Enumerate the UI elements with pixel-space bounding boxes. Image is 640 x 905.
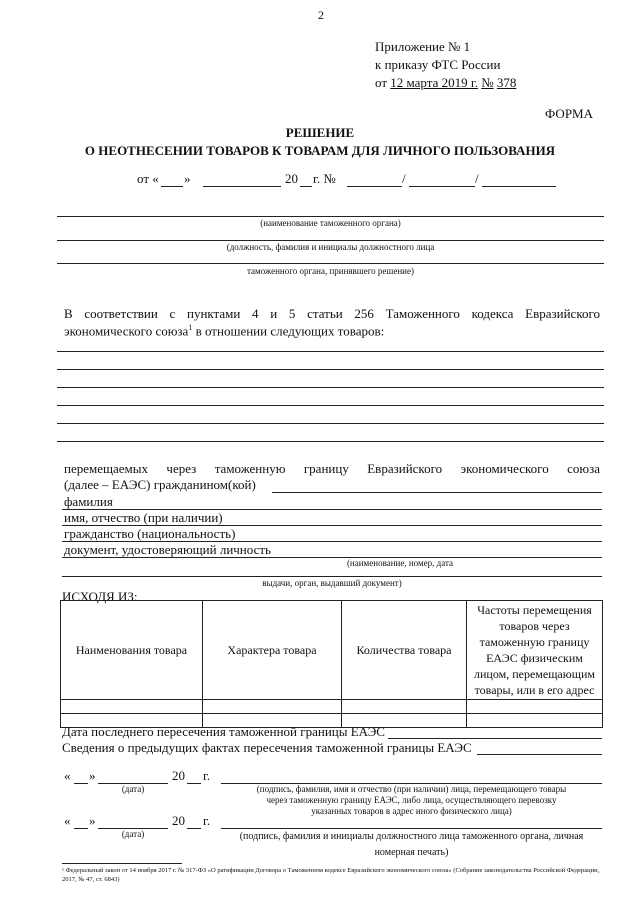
- official-year: 20: [172, 813, 185, 828]
- person-date-caption: (дата): [121, 784, 145, 794]
- official-caption-2: номерная печать): [374, 847, 449, 858]
- person-year: 20: [172, 768, 185, 783]
- previous-facts-label: Сведения о предыдущих фактах пересечения таможенной границы ЕАЭС: [62, 740, 472, 755]
- official-caption-1: (подпись, фамилия и инициалы должностного лица таможенного органа, личная: [239, 831, 584, 842]
- footnote-ref: 1: [188, 323, 193, 332]
- based-on-label: ИСХОДЯ ИЗ:: [62, 589, 138, 604]
- moved-line-2: (далее – ЕАЭС) гражданином(кой): [64, 477, 256, 492]
- table-cell[interactable]: [342, 700, 467, 714]
- date-year-suffix: г. №: [313, 171, 336, 186]
- official-year-field[interactable]: [187, 828, 201, 829]
- number-part3-field[interactable]: [482, 186, 556, 187]
- last-crossing-label: Дата последнего пересечения таможенной границы ЕАЭС: [62, 724, 385, 739]
- official-caption-2: таможенного органа, принявшего решение): [247, 266, 414, 276]
- title-subject: О НЕОТНЕСЕНИИ ТОВАРОВ К ТОВАРАМ ДЛЯ ЛИЧНОГО ПОЛЬЗОВАНИЯ: [84, 143, 556, 158]
- person-year-suffix: г.: [203, 768, 211, 783]
- appendix-line1: Приложение № 1: [375, 39, 471, 54]
- document-caption-1: (наименование, номер, дата: [346, 558, 454, 568]
- appendix-date: 12 марта 2019 г.: [390, 75, 478, 90]
- appendix-line3: [375, 74, 516, 92]
- citizen-field[interactable]: [272, 492, 602, 493]
- appendix-block: [375, 38, 516, 92]
- goods-line-4[interactable]: [57, 405, 604, 406]
- date-day-field[interactable]: [161, 186, 183, 187]
- goods-line-1[interactable]: [57, 351, 604, 352]
- intro-line-2: [64, 323, 384, 339]
- slash-2: /: [475, 171, 479, 186]
- official-caption-1: (должность, фамилия и инициалы должностного лица: [226, 242, 435, 252]
- date-year: 20: [285, 171, 298, 186]
- person-year-field[interactable]: [187, 783, 201, 784]
- person-caption-3: указанных товаров в адрес иного физического лица): [311, 806, 512, 816]
- table-header-row: [61, 601, 603, 700]
- document-caption-2: выдачи, орган, выдавший документ): [262, 578, 402, 588]
- table-cell[interactable]: [203, 700, 342, 714]
- number-part2-field[interactable]: [409, 186, 475, 187]
- official-date-close: »: [89, 813, 96, 828]
- appendix-number: 378: [496, 75, 517, 90]
- intro-eaeu: экономического союза: [64, 323, 189, 339]
- date-close-quote: »: [184, 171, 191, 186]
- appendix-line2: к приказу ФТС России: [375, 57, 501, 72]
- header-goods-name: Наименования товара: [61, 601, 203, 700]
- document-label: документ, удостоверяющий личность: [64, 542, 271, 557]
- customs-body-caption: (наименование таможенного органа): [260, 218, 401, 228]
- citizenship-label: гражданство (национальность): [64, 526, 236, 541]
- person-caption-2: через таможенную границу ЕАЭС, либо лица, осуществляющего перевозку: [266, 795, 557, 805]
- date-year-field[interactable]: [300, 186, 312, 187]
- appendix-from: от: [375, 75, 388, 90]
- page-number: 2: [318, 8, 324, 22]
- intro-goods: в отношении следующих товаров:: [195, 323, 385, 339]
- goods-table: [60, 600, 603, 728]
- last-crossing-field[interactable]: [388, 738, 602, 739]
- official-year-suffix: г.: [203, 813, 211, 828]
- goods-line-3[interactable]: [57, 387, 604, 388]
- footnote-text: ¹ Федеральный закон от 14 ноября 2017 г. № 317-ФЗ «О ратификации Договора о Таможенном кодексе Евразийского экономического союза» (Собрание законодательства Российской Федерации, 2017, № 47, ст. 6843): [62, 867, 600, 883]
- previous-facts-field[interactable]: [477, 754, 602, 755]
- moved-line-1: перемещаемых через таможенную границу Евразийского экономического союза: [64, 461, 600, 476]
- document-field-2[interactable]: [62, 576, 602, 577]
- official-field-2[interactable]: [57, 263, 604, 264]
- table-cell[interactable]: [467, 700, 603, 714]
- person-date-close: »: [89, 768, 96, 783]
- header-goods-nature: Характера товара: [203, 601, 342, 700]
- title-decision: РЕШЕНИЕ: [285, 125, 355, 140]
- header-crossing-frequency: Частоты перемещения товаров через таможенную границу ЕАЭС физическим лицом, перемещающим товары, или в его адрес: [467, 601, 603, 700]
- goods-line-5[interactable]: [57, 423, 604, 424]
- table-row: [61, 700, 603, 714]
- person-signature-caption: [221, 784, 602, 817]
- official-field-1[interactable]: [57, 240, 604, 241]
- official-date-caption: (дата): [121, 829, 145, 839]
- goods-line-6[interactable]: [57, 441, 604, 442]
- goods-line-2[interactable]: [57, 369, 604, 370]
- table-cell[interactable]: [467, 714, 603, 728]
- forma-label: ФОРМА: [545, 106, 593, 121]
- slash-1: /: [402, 171, 406, 186]
- customs-body-field[interactable]: [57, 216, 604, 217]
- number-part1-field[interactable]: [347, 186, 402, 187]
- surname-label: фамилия: [64, 494, 113, 509]
- header-goods-quantity: Количества товара: [342, 601, 467, 700]
- person-caption-1: (подпись, фамилия, имя и отчество (при наличии) лица, перемещающего товары: [256, 784, 567, 794]
- appendix-number-sign: №: [481, 75, 494, 90]
- official-signature-caption: [221, 829, 602, 861]
- date-month-field[interactable]: [203, 186, 281, 187]
- person-date-open: «: [64, 768, 71, 783]
- date-prefix: от «: [137, 171, 159, 186]
- person-day-field[interactable]: [74, 783, 88, 784]
- table-cell[interactable]: [61, 700, 203, 714]
- footnote-divider: [62, 863, 182, 864]
- name-label: имя, отчество (при наличии): [64, 510, 223, 525]
- official-day-field[interactable]: [74, 828, 88, 829]
- intro-line-1: В соответствии с пунктами 4 и 5 статьи 256 Таможенного кодекса Евразийского: [64, 306, 600, 321]
- official-date-open: «: [64, 813, 71, 828]
